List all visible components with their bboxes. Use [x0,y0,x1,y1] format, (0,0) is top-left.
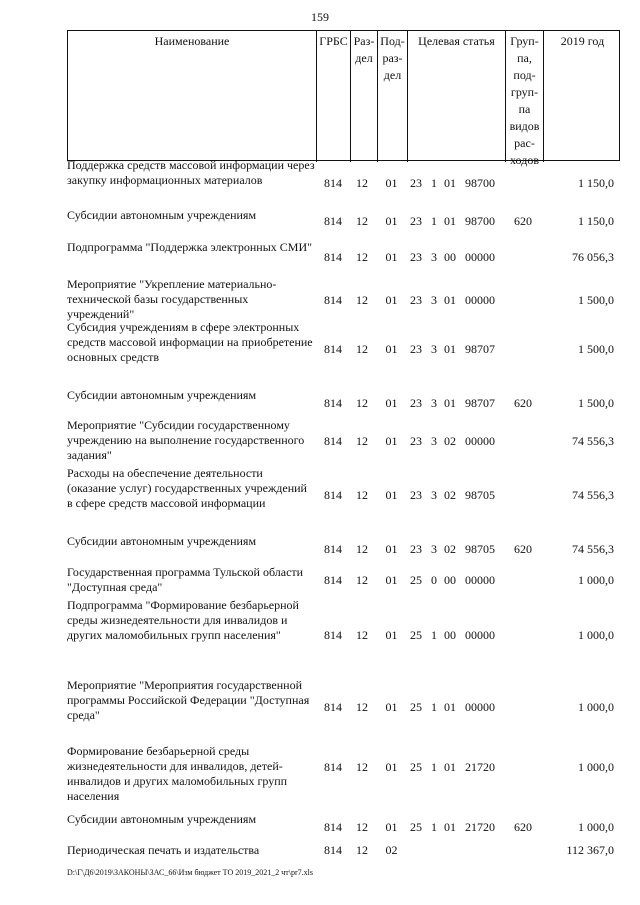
row-grbs: 814 [324,843,342,857]
row-c1: 25 [410,700,422,714]
header-year: 2019 год [543,31,621,162]
row-c3: 01 [444,342,456,356]
row-name: Субсидии автономным учреждениям [67,388,257,402]
table-header [67,30,620,167]
row-name: Поддержка средств массовой информации через закупку информационных материалов [67,158,315,187]
row-rz: 12 [356,573,368,587]
row-name: Расходы на обеспечение деятельности (оказание услуг) государственных учреждений в сфере средств массовой информации [67,466,307,510]
row-c1: 23 [410,250,422,264]
row-c3: 00 [444,250,456,264]
row-c4: 98700 [465,214,495,228]
row-pr: 01 [385,760,398,774]
row-name: Субсидии автономным учреждениям [67,534,257,548]
row-sum: 76 056,3 [572,250,614,264]
row-sum: 1 000,0 [578,820,614,834]
row-pr: 01 [385,176,398,190]
row-pr: 01 [385,342,398,356]
row-c1: 25 [410,573,422,587]
row-c4: 00000 [465,573,495,587]
row-c4: 00000 [465,293,495,307]
row-pr: 01 [385,293,398,307]
row-name: Субсидии автономным учреждениям [67,208,257,222]
row-vr: 620 [514,542,532,556]
row-name: Подпрограмма "Поддержка электронных СМИ" [67,240,313,254]
row-name: Формирование безбарьерной среды жизнедеятельности для инвалидов, детей-инвалидов и других маломобильных групп населения [67,744,288,803]
row-sum: 1 000,0 [578,628,614,642]
row-rz: 12 [356,342,368,356]
header-target: Целевая статья [407,31,505,162]
row-pr: 01 [385,542,398,556]
row-vr: 620 [514,214,532,228]
row-pr: 01 [385,488,398,502]
row-c1: 23 [410,176,422,190]
row-sum: 1 000,0 [578,760,614,774]
row-grbs: 814 [324,342,342,356]
row-c3: 01 [444,820,456,834]
row-c2: 3 [431,396,437,410]
row-sum: 1 500,0 [578,342,614,356]
row-c2: 3 [431,488,437,502]
row-grbs: 814 [324,488,342,502]
row-c2: 1 [431,628,437,642]
row-grbs: 814 [324,760,342,774]
header-vid: Груп- па, под- груп- па видов рас- ходов [505,31,543,162]
row-c3: 00 [444,573,456,587]
file-path-footer: D:\Г\Д6\2019\ЗАКОНЫ\ЗАС_66\Изм бюджет ТО 2019_2021_2 чт\pr7.xls [67,868,313,877]
row-pr: 01 [385,434,398,448]
row-c3: 01 [444,176,456,190]
page-number: 159 [311,10,329,24]
row-c3: 01 [444,700,456,714]
row-c4: 21720 [465,820,495,834]
row-c3: 01 [444,396,456,410]
row-rz: 12 [356,396,368,410]
row-sum: 1 150,0 [578,176,614,190]
row-grbs: 814 [324,820,342,834]
row-c2: 1 [431,760,437,774]
row-rz: 12 [356,700,368,714]
header-razdel: Раз- дел [350,31,377,162]
row-rz: 12 [356,820,368,834]
row-c2: 3 [431,434,437,448]
row-rz: 12 [356,488,368,502]
row-pr: 01 [385,573,398,587]
row-name: Подпрограмма "Формирование безбарьерной среды жизнедеятельности для инвалидов и других маломобильных групп населения" [67,598,299,642]
row-c1: 25 [410,628,422,642]
header-grbs: ГРБС [316,31,350,162]
row-c4: 98707 [465,342,495,356]
row-vr: 620 [514,396,532,410]
row-grbs: 814 [324,293,342,307]
row-sum: 1 500,0 [578,293,614,307]
row-pr: 01 [385,628,398,642]
row-c3: 01 [444,293,456,307]
row-c3: 02 [444,542,456,556]
row-c2: 1 [431,214,437,228]
row-c3: 01 [444,214,456,228]
row-c2: 1 [431,820,437,834]
row-pr: 01 [385,396,398,410]
row-vr: 620 [514,820,532,834]
row-grbs: 814 [324,700,342,714]
row-rz: 12 [356,214,368,228]
row-sum: 1 150,0 [578,214,614,228]
row-sum: 74 556,3 [572,488,614,502]
row-name: Мероприятие "Субсидии государственному учреждению на выполнение государственного задания" [67,418,305,462]
row-c1: 23 [410,214,422,228]
row-c4: 98700 [465,176,495,190]
row-rz: 12 [356,250,368,264]
row-name: Мероприятие "Укрепление материально-технической базы государственных учреждений" [67,277,277,321]
row-grbs: 814 [324,573,342,587]
row-name: Субсидии автономным учреждениям [67,812,257,826]
row-c4: 00000 [465,628,495,642]
row-c2: 0 [431,573,437,587]
row-sum: 1 000,0 [578,700,614,714]
row-c1: 23 [410,396,422,410]
row-rz: 12 [356,760,368,774]
row-c4: 00000 [465,434,495,448]
row-pr: 01 [385,250,398,264]
row-grbs: 814 [324,396,342,410]
row-c1: 23 [410,434,422,448]
row-c4: 98705 [465,488,495,502]
row-c4: 98707 [465,396,495,410]
row-c2: 1 [431,176,437,190]
row-c2: 3 [431,342,437,356]
row-c1: 25 [410,820,422,834]
row-c1: 23 [410,342,422,356]
row-rz: 12 [356,176,368,190]
row-pr: 01 [385,820,398,834]
row-pr: 01 [385,214,398,228]
row-rz: 12 [356,293,368,307]
row-grbs: 814 [324,214,342,228]
row-c1: 23 [410,542,422,556]
row-name: Государственная программа Тульской области "Доступная среда" [67,565,304,594]
row-sum: 74 556,3 [572,434,614,448]
row-c2: 1 [431,700,437,714]
row-c4: 21720 [465,760,495,774]
row-rz: 12 [356,628,368,642]
row-pr: 02 [385,843,398,857]
row-name: Субсидия учреждениям в сфере электронных средств массовой информации на приобретение основных средств [67,320,313,364]
row-c3: 02 [444,488,456,502]
row-c1: 23 [410,488,422,502]
row-c2: 3 [431,293,437,307]
header-name: Наименование [154,34,230,48]
row-pr: 01 [385,700,398,714]
row-rz: 12 [356,542,368,556]
row-c4: 00000 [465,250,495,264]
row-rz: 12 [356,434,368,448]
row-name: Мероприятие "Мероприятия государственной программы Российской Федерации "Доступная среда" [67,678,310,722]
row-sum: 1 000,0 [578,573,614,587]
row-c4: 98705 [465,542,495,556]
row-name: Периодическая печать и издательства [67,843,260,857]
row-sum: 1 500,0 [578,396,614,410]
row-grbs: 814 [324,176,342,190]
row-grbs: 814 [324,250,342,264]
row-c2: 3 [431,542,437,556]
row-c3: 02 [444,434,456,448]
row-c3: 00 [444,628,456,642]
row-sum: 112 367,0 [566,843,614,857]
row-c1: 23 [410,293,422,307]
row-c1: 25 [410,760,422,774]
header-podrazdel: Под- раз- дел [377,31,407,162]
row-rz: 12 [356,843,368,857]
row-grbs: 814 [324,434,342,448]
row-sum: 74 556,3 [572,542,614,556]
row-c4: 00000 [465,700,495,714]
row-c3: 01 [444,760,456,774]
row-grbs: 814 [324,628,342,642]
row-c2: 3 [431,250,437,264]
row-grbs: 814 [324,542,342,556]
